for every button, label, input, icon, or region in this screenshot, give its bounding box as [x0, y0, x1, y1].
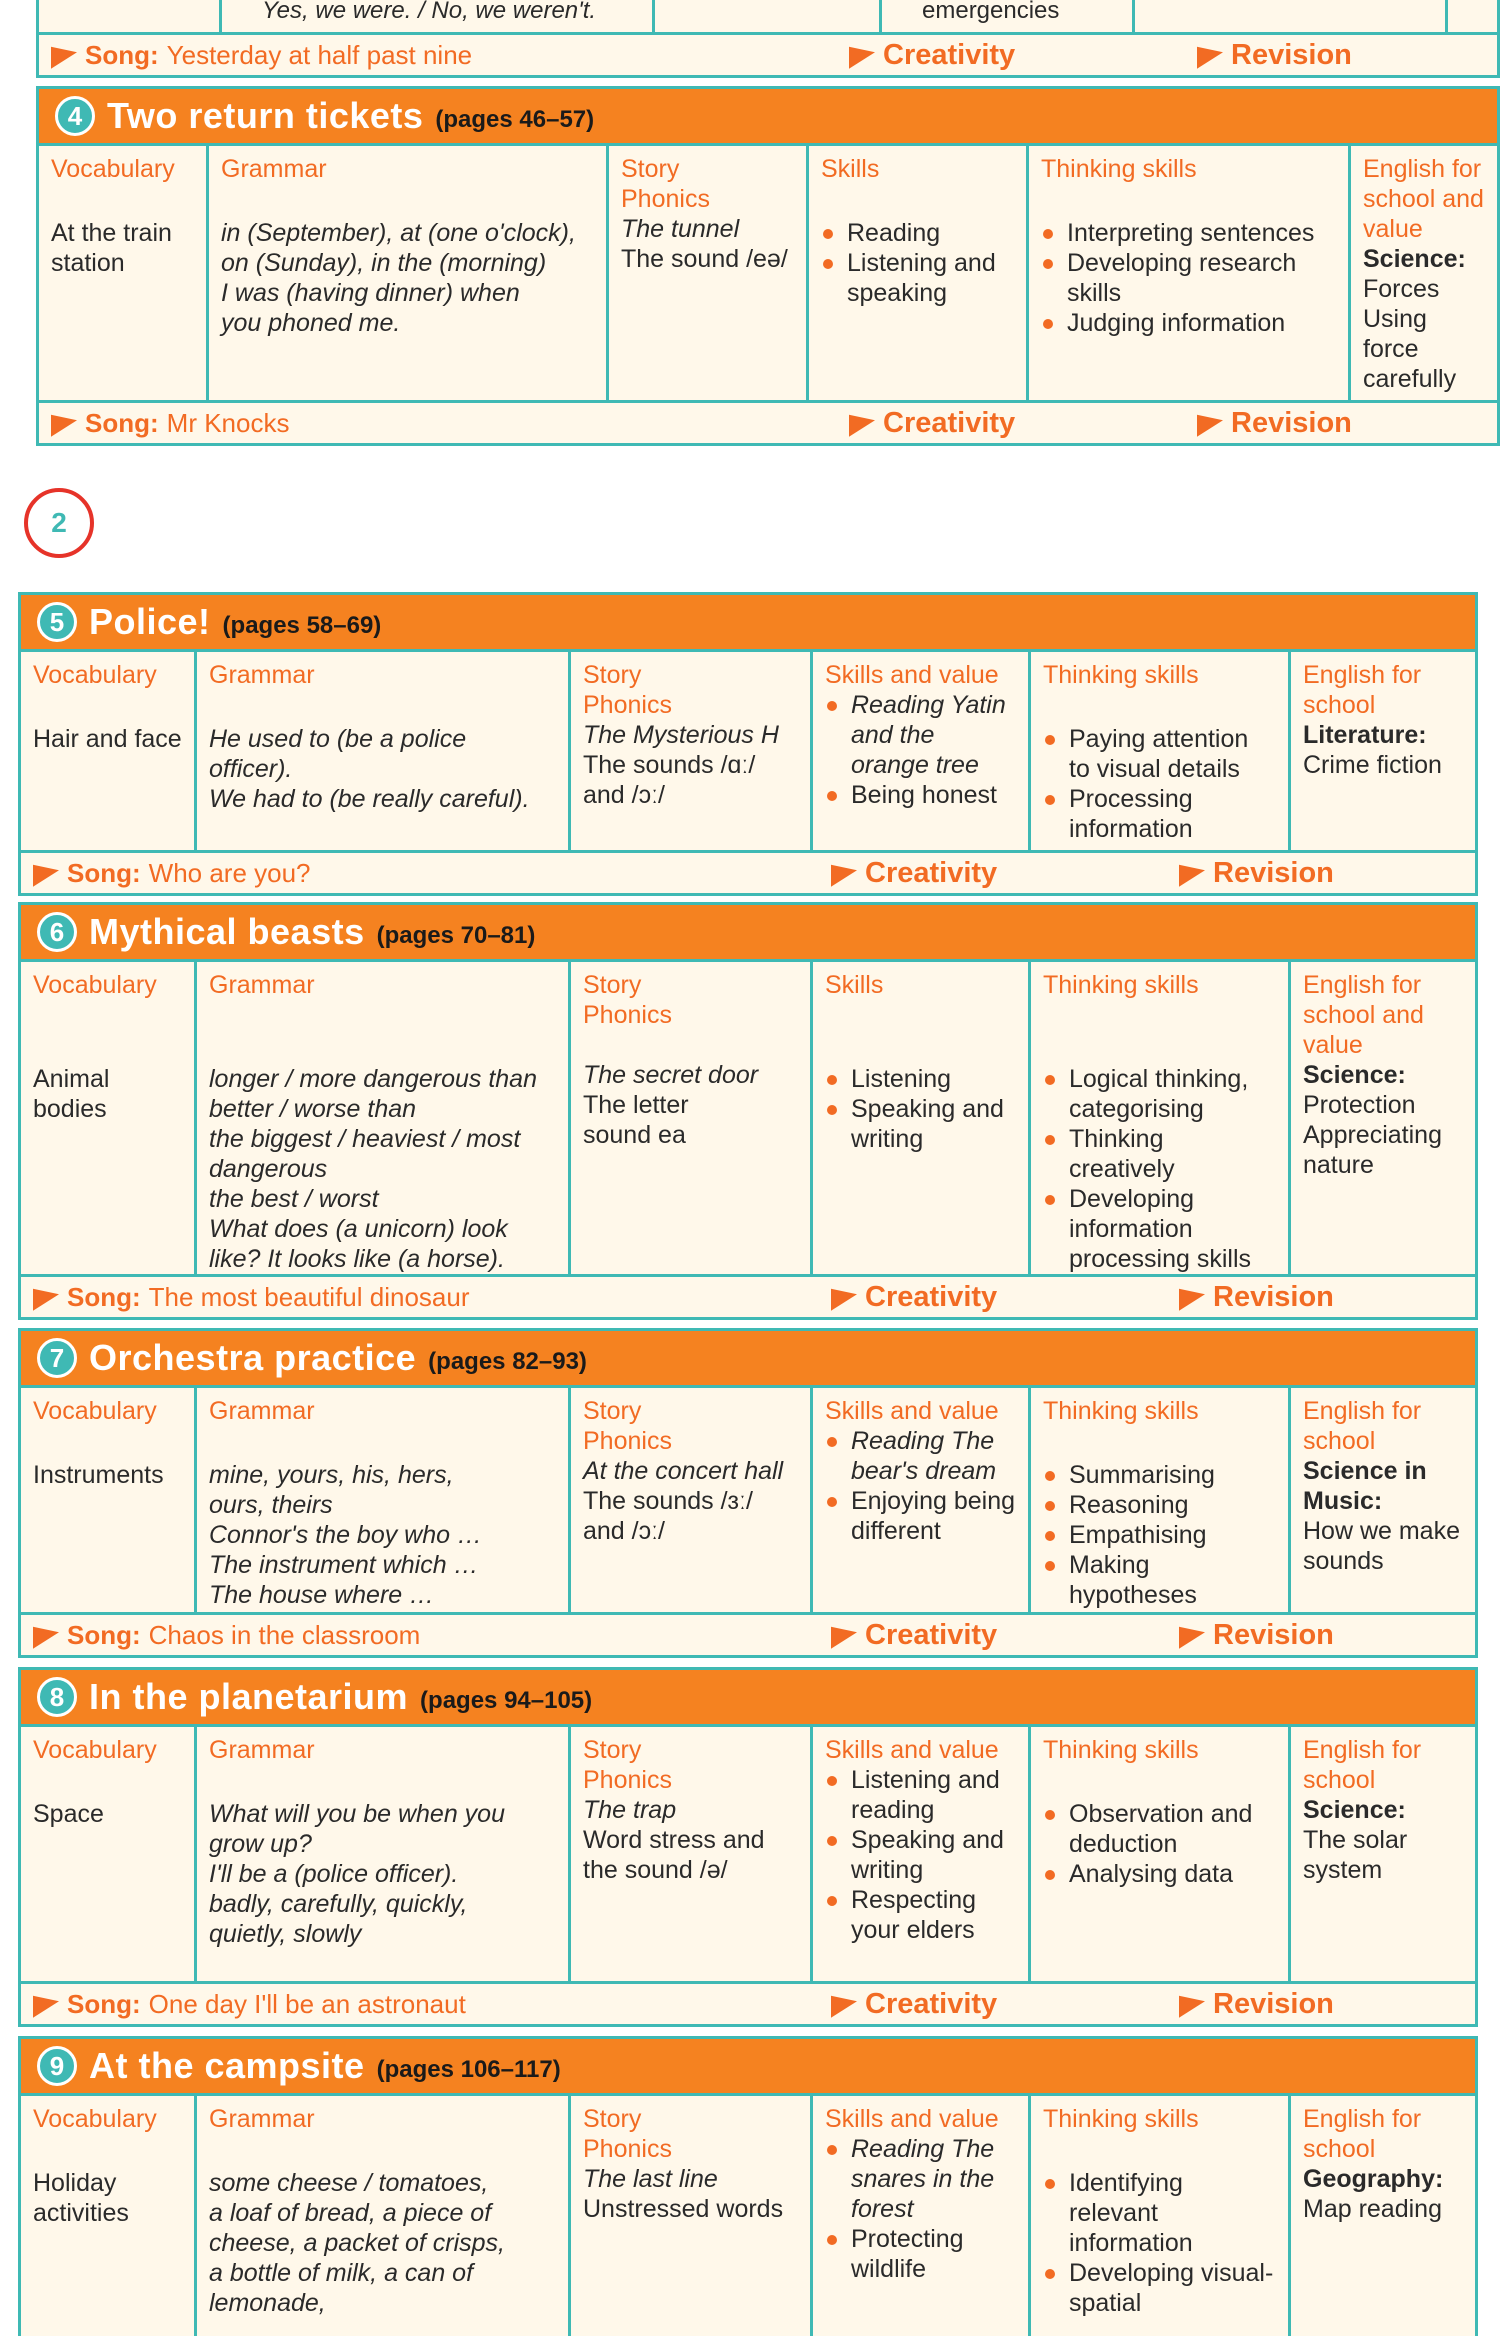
vocab-text: At the train station	[51, 219, 172, 277]
grammar-line: cheese, a packet of crisps,	[209, 2229, 505, 2257]
story-col	[571, 962, 813, 1274]
unit-grid	[21, 1727, 1475, 1981]
skills-item: Reading The bear's dream	[825, 1426, 1016, 1486]
story-title: The Mysterious H	[583, 721, 779, 749]
song-line	[51, 40, 472, 71]
unit-header	[21, 905, 1475, 962]
grammar-line: some cheese / tomatoes,	[209, 2169, 489, 2197]
unit-7	[18, 1328, 1478, 1658]
english-heading: English for school	[1303, 1736, 1422, 1794]
story-heading: Story	[583, 971, 642, 999]
skills-heading: Skills and value	[825, 1397, 999, 1425]
arrow-icon	[1197, 409, 1223, 437]
grammar-line: in (September), at (one o'clock),	[221, 219, 576, 247]
unit-title: Police!	[89, 601, 211, 642]
thinking-item: Summarising	[1043, 1460, 1276, 1490]
unit-number: 7	[37, 1338, 77, 1378]
english-heading: English for school	[1303, 661, 1422, 719]
thinking-heading: Thinking skills	[1043, 971, 1199, 999]
song-label: Song:	[67, 1281, 141, 1312]
story-heading: Story	[583, 661, 642, 689]
unit-header	[21, 1331, 1475, 1388]
english-text: How we make sounds	[1303, 1517, 1460, 1575]
thinking-item: Paying attention to visual details	[1043, 724, 1276, 784]
unit-footer	[21, 1981, 1475, 2024]
unit-6	[18, 902, 1478, 1320]
song-title: Yesterday at half past nine	[166, 39, 473, 70]
revision-label: Revision	[1197, 39, 1352, 72]
skills-col	[813, 652, 1031, 850]
revision-label: Revision	[1197, 407, 1352, 440]
grammar-line: grow up?	[209, 1830, 312, 1858]
grammar-col	[197, 652, 571, 850]
grammar-col	[197, 2096, 571, 2336]
phonics-text: Word stress and	[583, 1826, 765, 1854]
unit-grid	[21, 962, 1475, 1274]
song-line	[33, 1989, 466, 2020]
grammar-line: I was (having dinner) when	[221, 279, 520, 307]
english-text: The solar system	[1303, 1826, 1408, 1884]
grammar-heading: Grammar	[209, 1736, 315, 1764]
unit-pages: (pages 106–117)	[376, 2056, 561, 2083]
grammar-line: The house where …	[209, 1581, 435, 1609]
grammar-col	[197, 962, 571, 1274]
phonics-heading: Phonics	[583, 1427, 672, 1455]
revision-label: Revision	[1179, 1281, 1334, 1314]
english-subject: Literature:	[1303, 721, 1427, 749]
grammar-line: a loaf of bread, a piece of	[209, 2199, 492, 2227]
grammar-line: longer / more dangerous than	[209, 1065, 537, 1093]
vocab-heading: Vocabulary	[33, 661, 157, 689]
grammar-line: What will you be when you	[209, 1800, 505, 1828]
vocab-heading: Vocabulary	[51, 155, 175, 183]
skills-item: Listening and speaking	[821, 248, 1014, 308]
english-heading: English for school	[1303, 1397, 1422, 1455]
phonics-text: The sounds /ɑː/	[583, 751, 756, 779]
grammar-line: quietly, slowly	[209, 1920, 362, 1948]
phonics-text: and /ɔː/	[583, 781, 665, 809]
story-title: At the concert hall	[583, 1457, 784, 1485]
skills-item: Enjoying being different	[825, 1486, 1016, 1546]
unit-number: 4	[55, 96, 95, 136]
grammar-line: The instrument which …	[209, 1551, 479, 1579]
skills-item: Reading The snares in the forest	[825, 2134, 1016, 2224]
thinking-col	[1031, 962, 1291, 1274]
song-line	[51, 408, 289, 439]
grammar-line: officer).	[209, 755, 293, 783]
unit-number: 8	[37, 1677, 77, 1717]
unit-grid	[21, 652, 1475, 850]
grammar-line: mine, yours, his, hers,	[209, 1461, 454, 1489]
story-title: The tunnel	[621, 215, 740, 243]
skills-col	[813, 2096, 1031, 2336]
grammar-line: the best / worst	[209, 1185, 379, 1213]
unit-footer	[39, 400, 1497, 443]
story-title: The secret door	[583, 1061, 759, 1089]
vocab-text: Instruments	[33, 1461, 164, 1489]
arrow-icon	[849, 409, 875, 437]
song-label: Song:	[67, 1619, 141, 1650]
unit-grid	[21, 1388, 1475, 1612]
arrow-icon	[1179, 859, 1205, 887]
grammar-line: badly, carefully, quickly,	[209, 1890, 468, 1918]
vocab-col	[21, 2096, 197, 2336]
grammar-line: on (Sunday), in the (morning)	[221, 249, 547, 277]
thinking-heading: Thinking skills	[1041, 155, 1197, 183]
unit-footer	[21, 1612, 1475, 1655]
phonics-text: The letter	[583, 1091, 689, 1119]
thinking-item: Making hypotheses	[1043, 1550, 1276, 1610]
skills-item: Being honest	[825, 780, 1016, 810]
grammar-line: I'll be a (police officer).	[209, 1860, 459, 1888]
thinking-item: Analysing data	[1043, 1859, 1276, 1889]
unit-pages: (pages 82–93)	[428, 1348, 587, 1375]
story-col	[571, 1727, 813, 1981]
unit-grid	[39, 146, 1497, 400]
skills-col	[813, 1388, 1031, 1612]
grammar-heading: Grammar	[221, 155, 327, 183]
vocab-text: Animal bodies	[33, 1065, 110, 1123]
grammar-line: better / worse than	[209, 1095, 417, 1123]
thinking-item: Interpreting sentences	[1041, 218, 1336, 248]
skills-heading: Skills and value	[825, 2105, 999, 2133]
story-col	[571, 2096, 813, 2336]
grammar-col	[209, 146, 609, 400]
story-title: The trap	[583, 1796, 677, 1824]
skills-cell: emergencies	[882, 0, 1135, 34]
skills-item: Listening	[825, 1064, 1016, 1094]
english-subject: Geography:	[1303, 2165, 1444, 2193]
song-title: Who are you?	[148, 857, 311, 888]
phonics-heading: Phonics	[583, 691, 672, 719]
arrow-icon	[831, 1990, 857, 2018]
vocab-heading: Vocabulary	[33, 2105, 157, 2133]
song-label: Song:	[67, 857, 141, 888]
skills-col	[813, 1727, 1031, 1981]
grammar-cell: Yes, we were. / No, we weren't.	[222, 0, 655, 34]
unit-title: At the campsite	[89, 2045, 365, 2086]
unit3-footer	[39, 32, 1497, 75]
song-line	[33, 1282, 470, 1313]
skills-heading: Skills and value	[825, 661, 999, 689]
thinking-item: Logical thinking, categorising	[1043, 1064, 1276, 1124]
vocab-col	[21, 1727, 197, 1981]
arrow-icon	[51, 409, 77, 437]
arrow-icon	[831, 1283, 857, 1311]
arrow-icon	[51, 41, 77, 69]
creativity-label: Creativity	[831, 857, 997, 890]
grammar-heading: Grammar	[209, 2105, 315, 2133]
arrow-icon	[1179, 1621, 1205, 1649]
vocab-heading: Vocabulary	[33, 1736, 157, 1764]
skills-item: Speaking and writing	[825, 1825, 1016, 1885]
thinking-item: Developing visual-spatial	[1043, 2258, 1276, 2318]
thinking-heading: Thinking skills	[1043, 1736, 1199, 1764]
thinking-item: Empathising	[1043, 1520, 1276, 1550]
unit3-tail	[36, 0, 1500, 78]
story-heading: Story	[583, 1397, 642, 1425]
thinking-item: Thinking creatively	[1043, 1124, 1276, 1184]
thinking-col	[1031, 652, 1291, 850]
arrow-icon	[831, 1621, 857, 1649]
english-text: Crime fiction	[1303, 751, 1442, 779]
english-subject: Science:	[1363, 245, 1466, 273]
arrow-icon	[1197, 41, 1223, 69]
revision-label: Revision	[1179, 1619, 1334, 1652]
song-line	[33, 858, 311, 889]
skills-heading: Skills	[821, 155, 880, 183]
grammar-heading: Grammar	[209, 971, 315, 999]
unit-header	[39, 89, 1497, 146]
english-heading: English for school and value	[1303, 971, 1424, 1059]
unit-pages: (pages 70–81)	[376, 922, 536, 949]
story-heading: Story	[583, 2105, 642, 2133]
thinking-heading: Thinking skills	[1043, 661, 1199, 689]
english-col	[1291, 652, 1475, 850]
arrow-icon	[849, 41, 875, 69]
unit-9	[18, 2036, 1478, 2336]
skills-item: Speaking and writing	[825, 1094, 1016, 1154]
grammar-line: dangerous	[209, 1155, 328, 1183]
thinking-item: Judging information	[1041, 308, 1336, 338]
creativity-label: Creativity	[849, 407, 1015, 440]
story-heading: Story	[621, 155, 680, 183]
thinking-item: Developing information processing skills	[1043, 1184, 1276, 1274]
phonics-heading: Phonics	[583, 1001, 672, 1029]
grammar-line: lemonade,	[209, 2289, 326, 2317]
thinking-item: Reasoning	[1043, 1490, 1276, 1520]
unit-number: 6	[37, 912, 77, 952]
phonics-text: and /ɔː/	[583, 1517, 665, 1545]
level-badge: 2	[24, 488, 94, 558]
unit-header	[21, 1670, 1475, 1727]
arrow-icon	[33, 1990, 59, 2018]
thinking-col	[1031, 1727, 1291, 1981]
english-col	[1291, 962, 1475, 1274]
arrow-icon	[831, 859, 857, 887]
arrow-icon	[1179, 1283, 1205, 1311]
skills-item: Reading	[821, 218, 1014, 248]
english-subject: Science:	[1303, 1796, 1406, 1824]
english-text: Forces Using force carefully	[1363, 275, 1457, 393]
phonics-text: the sound /ə/	[583, 1856, 728, 1884]
thinking-col	[1031, 2096, 1291, 2336]
grammar-col	[197, 1727, 571, 1981]
song-label: Song:	[85, 407, 159, 438]
unit-header	[21, 595, 1475, 652]
song-title: One day I'll be an astronaut	[148, 1988, 466, 2019]
song-title: Mr Knocks	[166, 407, 290, 438]
vocab-text: Holiday activities	[33, 2169, 129, 2227]
english-col	[1351, 146, 1497, 400]
phonics-heading: Phonics	[621, 185, 710, 213]
grammar-line: the biggest / heaviest / most	[209, 1125, 521, 1153]
english-text: Protection Appreciating nature	[1303, 1091, 1442, 1179]
story-col	[571, 1388, 813, 1612]
english-heading: English for school and value	[1363, 155, 1484, 243]
thinking-item: Processing information	[1043, 784, 1276, 844]
thinking-item: Observation and deduction	[1043, 1799, 1276, 1859]
english-col	[1291, 2096, 1475, 2336]
english-text: Map reading	[1303, 2195, 1442, 2223]
unit-title: Mythical beasts	[89, 911, 365, 952]
grammar-line: like? It looks like (a horse).	[209, 1245, 505, 1273]
creativity-label: Creativity	[831, 1988, 997, 2021]
grammar-heading: Grammar	[209, 661, 315, 689]
thinking-item: Developing research skills	[1041, 248, 1336, 308]
phonics-heading: Phonics	[583, 1766, 672, 1794]
revision-label: Revision	[1179, 1988, 1334, 2021]
vocab-col	[39, 146, 209, 400]
english-col	[1291, 1388, 1475, 1612]
unit-pages: (pages 94–105)	[420, 1687, 593, 1714]
song-title: The most beautiful dinosaur	[148, 1281, 470, 1312]
skills-col	[813, 962, 1031, 1274]
unit-title: In the planetarium	[89, 1676, 409, 1717]
unit-footer	[21, 1274, 1475, 1317]
arrow-icon	[33, 1283, 59, 1311]
vocab-heading: Vocabulary	[33, 1397, 157, 1425]
unit-4	[36, 86, 1500, 446]
unit-title: Orchestra practice	[89, 1337, 417, 1378]
grammar-line: you phoned me.	[221, 309, 401, 337]
grammar-line: We had to (be really careful).	[209, 785, 530, 813]
song-label: Song:	[67, 1988, 141, 2019]
grammar-col	[197, 1388, 571, 1612]
vocab-col	[21, 1388, 197, 1612]
skills-heading: Skills and value	[825, 1736, 999, 1764]
story-heading: Story	[583, 1736, 642, 1764]
english-heading: English for school	[1303, 2105, 1422, 2163]
vocab-heading: Vocabulary	[33, 971, 157, 999]
vocab-col	[21, 962, 197, 1274]
revision-label: Revision	[1179, 857, 1334, 890]
arrow-icon	[33, 1621, 59, 1649]
english-subject: Science:	[1303, 1061, 1406, 1089]
phonics-text: Unstressed words	[583, 2195, 784, 2223]
vocab-text: Space	[33, 1800, 104, 1828]
vocab-col	[21, 652, 197, 850]
skills-item: Listening and reading	[825, 1765, 1016, 1825]
skills-col	[809, 146, 1029, 400]
arrow-icon	[1179, 1990, 1205, 2018]
song-line	[33, 1620, 420, 1651]
phonics-text: The sound /eə/	[621, 245, 788, 273]
unit-8	[18, 1667, 1478, 2027]
grammar-line: He used to (be a police	[209, 725, 467, 753]
song-label: Song:	[85, 39, 159, 70]
thinking-heading: Thinking skills	[1043, 1397, 1199, 1425]
unit-pages: (pages 58–69)	[222, 612, 382, 639]
unit-footer	[21, 850, 1475, 893]
arrow-icon	[33, 859, 59, 887]
grammar-heading: Grammar	[209, 1397, 315, 1425]
story-title: The last line	[583, 2165, 718, 2193]
grammar-line: What does (a unicorn) look	[209, 1215, 508, 1243]
unit-number: 5	[37, 602, 77, 642]
phonics-text: The sounds /ɜː/	[583, 1487, 753, 1515]
thinking-heading: Thinking skills	[1043, 2105, 1199, 2133]
phonics-text: sound ea	[583, 1121, 686, 1149]
english-subject: Science in Music:	[1303, 1457, 1427, 1515]
unit-number: 9	[37, 2046, 77, 2086]
unit-pages: (pages 46–57)	[435, 106, 595, 133]
skills-item: Respecting your elders	[825, 1885, 1016, 1945]
vocab-text: Hair and face	[33, 725, 182, 753]
story-col	[571, 652, 813, 850]
thinking-col	[1029, 146, 1351, 400]
english-col	[1291, 1727, 1475, 1981]
creativity-label: Creativity	[849, 39, 1015, 72]
creativity-label: Creativity	[831, 1281, 997, 1314]
unit-title: Two return tickets	[107, 95, 424, 136]
skills-heading: Skills	[825, 971, 884, 999]
unit-5	[18, 592, 1478, 896]
song-title: Chaos in the classroom	[148, 1619, 421, 1650]
skills-item: Protecting wildlife	[825, 2224, 1016, 2284]
phonics-heading: Phonics	[583, 2135, 672, 2163]
unit-header	[21, 2039, 1475, 2096]
story-col	[609, 146, 809, 400]
unit-grid	[21, 2096, 1475, 2336]
thinking-col	[1031, 1388, 1291, 1612]
skills-item: Reading Yatin and the orange tree	[825, 690, 1016, 780]
creativity-label: Creativity	[831, 1619, 997, 1652]
grammar-line: a bottle of milk, a can of	[209, 2259, 474, 2287]
grammar-line: ours, theirs	[209, 1491, 333, 1519]
thinking-item: Identifying relevant information	[1043, 2168, 1276, 2258]
grammar-line: Connor's the boy who …	[209, 1521, 482, 1549]
